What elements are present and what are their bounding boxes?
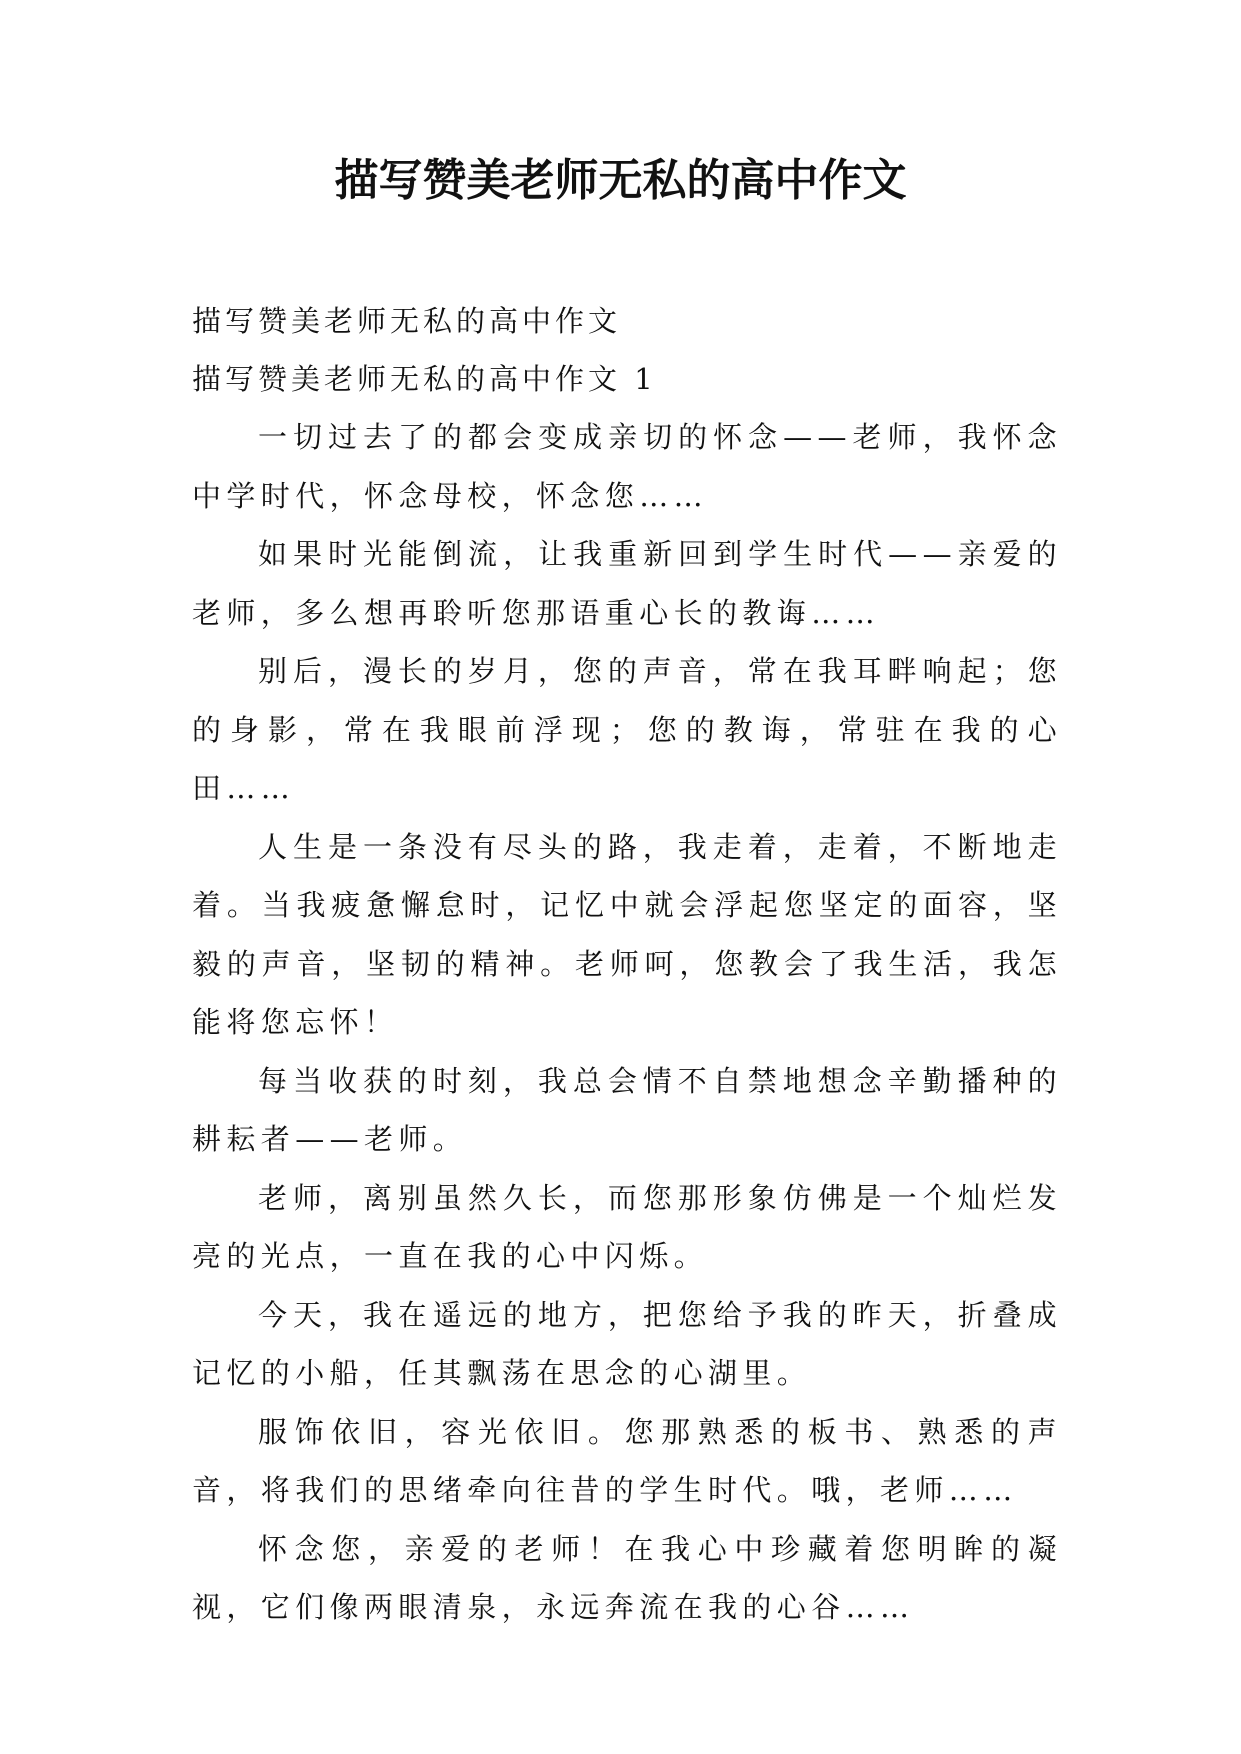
document-subtitle: 描写赞美老师无私的高中作文 — [192, 304, 622, 338]
paragraph: 服饰依旧，容光依旧。您那熟悉的板书、熟悉的声音，将我们的思绪牵向往昔的学生时代。哦，老师…… — [192, 1414, 1062, 1507]
paragraph: 别后，漫长的岁月，您的声音，常在我耳畔响起；您的身影，常在我眼前浮现；您的教诲，常驻在我的心田…… — [192, 654, 1062, 805]
paragraph: 一切过去了的都会变成亲切的怀念——老师，我怀念中学时代，怀念母校，怀念您…… — [192, 420, 1062, 513]
paragraph: 如果时光能倒流，让我重新回到学生时代——亲爱的老师，多么想再聆听您那语重心长的教诲…… — [192, 537, 1062, 630]
paragraph: 怀念您，亲爱的老师！在我心中珍藏着您明眸的凝视，它们像两眼清泉，永远奔流在我的心谷…… — [192, 1531, 1062, 1624]
paragraph: 今天，我在遥远的地方，把您给予我的昨天，折叠成记忆的小船，任其飘荡在思念的心湖里。 — [192, 1297, 1062, 1390]
paragraph: 每当收获的时刻，我总会情不自禁地想念辛勤播种的耕耘者——老师。 — [192, 1063, 1062, 1156]
paragraph: 人生是一条没有尽头的路，我走着，走着，不断地走着。当我疲惫懈怠时，记忆中就会浮起您坚定的面容，坚毅的声音，坚韧的精神。老师呵，您教会了我生活，我怎能将您忘怀！ — [192, 829, 1062, 1039]
section-heading: 描写赞美老师无私的高中作文 1 — [192, 362, 657, 396]
document-title: 描写赞美老师无私的高中作文 — [334, 155, 907, 206]
document-body — [192, 292, 1062, 1637]
paragraph: 老师，离别虽然久长，而您那形象仿佛是一个灿烂发亮的光点，一直在我的心中闪烁。 — [192, 1180, 1062, 1273]
